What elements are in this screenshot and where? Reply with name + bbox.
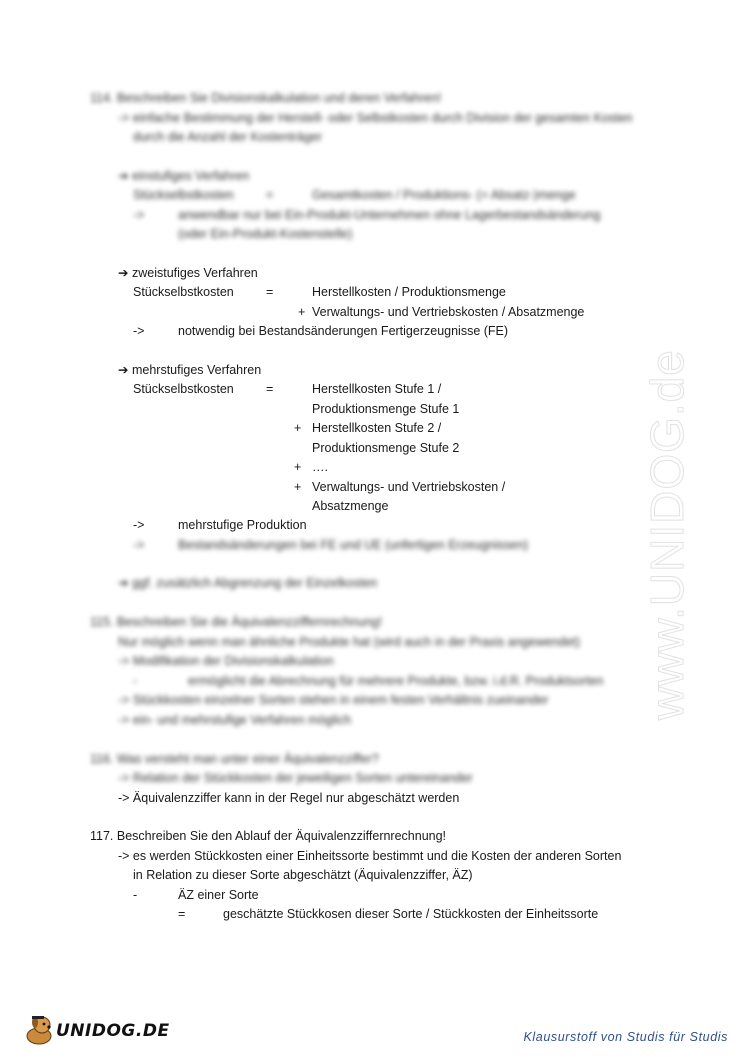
mehrstufig-heading-text: mehrstufiges Verfahren — [131, 363, 262, 377]
zweistufig-plus: + — [298, 305, 306, 319]
zweistufig-heading-text: zweistufiges Verfahren — [131, 266, 258, 280]
q114-extra-note: ➔ ggf. zusätzlich Abgrenzung der Einzelkosten — [118, 576, 378, 590]
arrow-right-icon: ➔ — [118, 363, 129, 377]
mehrstufig-arrow-2: -> — [133, 538, 145, 552]
logo-text: UNIDOG.DE — [56, 1021, 170, 1041]
q114-intro-line1: -> einfache Bestimmung der Herstell- oder Selbstkosten durch Division der gesamten Kosten — [118, 111, 633, 125]
mehrstufig-formula-3a: Verwaltungs- und Vertriebskosten / — [312, 480, 506, 494]
q117-dash: - — [133, 888, 138, 902]
q115-line2: -> Modifikation der Divisionskalkulation — [118, 654, 334, 668]
einstufig-arrow: -> — [133, 208, 145, 222]
q115-line5: -> ein- und mehrstufige Verfahren möglich — [118, 713, 352, 727]
q117-line1: -> es werden Stückkosten einer Einheitssorte bestimmt und die Kosten der anderen Sorten — [118, 849, 622, 863]
mehrstufig-heading — [118, 362, 261, 378]
mehrstufig-plus-2: + — [294, 460, 302, 474]
mehrstufig-note-2: Bestandsänderungen bei FE und UE (unfertigen Erzeugnissen) — [178, 538, 529, 552]
zweistufig-equals: = — [266, 285, 274, 299]
einstufig-formula: Gesamtkosten / Produktions- (= Absatz-)menge — [312, 188, 576, 202]
footer-tagline: Klausurstoff von Studis für Studis — [523, 1030, 728, 1044]
q114-intro-line2: durch die Anzahl der Kostenträger — [133, 130, 323, 144]
q117-line4: geschätzte Stückkosen dieser Sorte / Stückkosten der Einheitssorte — [223, 907, 599, 921]
mehrstufig-formula-1b: Produktionsmenge Stufe 1 — [312, 402, 460, 416]
q115-dash: - — [133, 674, 138, 688]
q117-title: 117. Beschreiben Sie den Ablauf der Äquivalenzziffernrechnung! — [90, 829, 447, 843]
mehrstufig-formula-2a: Herstellkosten Stufe 2 / — [312, 421, 442, 435]
einstufig-equals: = — [266, 188, 274, 202]
q116-title: 116. Was versteht man unter einer Äquivalenzziffer? — [90, 752, 379, 766]
q116-line1: -> Relation der Stückkosten der jeweiligen Sorten untereinander — [118, 771, 473, 785]
q114-title: 114. Beschreiben Sie Divisionskalkulation und deren Verfahren! — [90, 91, 442, 105]
mehrstufig-plus-3: + — [294, 480, 302, 494]
zweistufig-label: Stückselbstkosten — [133, 285, 234, 299]
mehrstufig-label: Stückselbstkosten — [133, 382, 234, 396]
einstufig-label: Stückselbstkosten — [133, 188, 234, 202]
einstufig-note-line2: (oder Ein-Produkt-Kostenstelle) — [178, 227, 353, 241]
mehrstufig-note-1: mehrstufige Produktion — [178, 518, 307, 532]
mehrstufig-plus-1: + — [294, 421, 302, 435]
q117-line3: ÄZ einer Sorte — [178, 888, 259, 902]
mehrstufig-formula-2b: Produktionsmenge Stufe 2 — [312, 441, 460, 455]
q117-equals: = — [178, 907, 186, 921]
arrow-right-icon: ➔ — [118, 266, 129, 280]
einstufig-note-line1: anwendbar nur bei Ein-Produkt-Unternehmen ohne Lagerbestandsänderung — [178, 208, 601, 222]
q116-line2: -> Äquivalenzziffer kann in der Regel nur abgeschätzt werden — [118, 791, 460, 805]
q117-line2: in Relation zu dieser Sorte abgeschätzt (Äquivalenzziffer, ÄZ) — [133, 868, 473, 882]
zweistufig-formula-line2: Verwaltungs- und Vertriebskosten / Absatzmenge — [312, 305, 585, 319]
watermark-text: www.UNIDOG.de — [641, 349, 693, 720]
q115-title: 115. Beschreiben Sie die Äquivalenzziffernrechnung! — [90, 615, 383, 629]
mehrstufig-formula-1a: Herstellkosten Stufe 1 / — [312, 382, 442, 396]
mehrstufig-dots: …. — [312, 460, 328, 474]
zweistufig-formula-line1: Herstellkosten / Produktionsmenge — [312, 285, 506, 299]
mehrstufig-arrow-1: -> — [133, 518, 145, 532]
dog-mascot-icon — [22, 1012, 58, 1048]
q115-line3: ermöglicht die Abrechnung für mehrere Produkte, bzw. i.d.R. Produktsorten — [188, 674, 604, 688]
einstufig-heading: ➔ einstufiges Verfahren — [118, 169, 250, 183]
zweistufig-heading — [118, 265, 258, 281]
q115-line1: Nur möglich wenn man ähnliche Produkte hat (wird auch in der Praxis angewendet) — [118, 635, 581, 649]
q115-line4: -> Stückkosten einzelner Sorten stehen in einem festen Verhältnis zueinander — [118, 693, 549, 707]
mehrstufig-equals: = — [266, 382, 274, 396]
zweistufig-arrow: -> — [133, 324, 145, 338]
unidog-logo[interactable] — [22, 1012, 170, 1048]
mehrstufig-formula-3b: Absatzmenge — [312, 499, 389, 513]
zweistufig-note: notwendig bei Bestandsänderungen Fertigerzeugnisse (FE) — [178, 324, 509, 338]
